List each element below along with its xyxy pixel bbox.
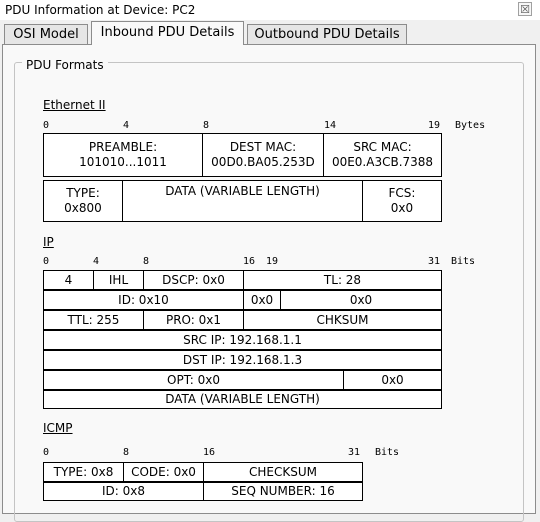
ip-fragment-offset-field: 0x0 <box>280 290 442 310</box>
ip-ihl-field: IHL <box>93 270 144 290</box>
icmp-code-field: CODE: 0x0 <box>123 462 204 482</box>
ip-version-field: 4 <box>43 270 94 290</box>
ip-data-field: DATA (VARIABLE LENGTH) <box>43 390 442 409</box>
tab-osi-model[interactable]: OSI Model <box>4 24 88 45</box>
icmp-ruler-tick-8: 8 <box>123 447 130 458</box>
icmp-type-field: TYPE: 0x8 <box>43 462 124 482</box>
ip-dst-ip-field: DST IP: 192.168.1.3 <box>43 350 442 370</box>
tab-outbound-pdu-details[interactable]: Outbound PDU Details <box>247 24 407 45</box>
ethernet-data-field: DATA (VARIABLE LENGTH) <box>122 180 363 222</box>
icmp-id-field: ID: 0x8 <box>43 482 204 501</box>
icmp-ruler-tick-16: 16 <box>203 447 216 458</box>
ip-id-field: ID: 0x10 <box>43 290 244 310</box>
pdu-formats-label: PDU Formats <box>22 58 108 72</box>
ethernet-dest-mac-field: DEST MAC: 00D0.BA05.253D <box>202 133 324 177</box>
tab-inbound-pdu-details[interactable]: Inbound PDU Details <box>91 21 244 45</box>
ethernet-ruler-tick-0: 0 <box>43 120 50 131</box>
ethernet-type-field: TYPE: 0x800 <box>43 180 123 222</box>
icmp-checksum-field: CHECKSUM <box>203 462 363 482</box>
ip-title: IP <box>43 235 54 249</box>
ip-dscp-field: DSCP: 0x0 <box>143 270 244 290</box>
ethernet-fcs-field: FCS: 0x0 <box>362 180 442 222</box>
ethernet-ruler-tick-4: 4 <box>123 120 130 131</box>
ethernet-title: Ethernet II <box>43 98 106 112</box>
title-bar <box>0 0 540 20</box>
icmp-ruler-tick-0: 0 <box>43 447 50 458</box>
ethernet-ruler-tick-14: 14 <box>324 120 337 131</box>
icmp-seq-number-field: SEQ NUMBER: 16 <box>203 482 363 501</box>
ip-ruler-tick-31: 31 <box>428 256 441 267</box>
icmp-title: ICMP <box>43 421 73 435</box>
ip-ruler-tick-0: 0 <box>43 256 50 267</box>
icmp-ruler-tick-31: 31 <box>348 447 361 458</box>
ip-padding-field: 0x0 <box>343 370 442 390</box>
window-title: PDU Information at Device: PC2 <box>5 3 196 17</box>
ip-checksum-field: CHKSUM <box>243 310 442 330</box>
ethernet-ruler-tick-8: 8 <box>203 120 210 131</box>
ip-options-field: OPT: 0x0 <box>43 370 344 390</box>
ethernet-src-mac-field: SRC MAC: 00E0.A3CB.7388 <box>323 133 442 177</box>
ethernet-ruler-tick-19: 19 <box>428 120 441 131</box>
ip-ruler-tick-8: 8 <box>143 256 150 267</box>
ip-ruler-tick-4: 4 <box>93 256 100 267</box>
ip-ttl-field: TTL: 255 <box>43 310 144 330</box>
ip-tl-field: TL: 28 <box>243 270 442 290</box>
ip-src-ip-field: SRC IP: 192.168.1.1 <box>43 330 442 350</box>
icmp-ruler-unit: Bits <box>375 447 400 458</box>
ip-ruler-tick-16: 16 <box>243 256 256 267</box>
ethernet-preamble-field: PREAMBLE: 101010...1011 <box>43 133 203 177</box>
ip-ruler-tick-19: 19 <box>266 256 279 267</box>
ip-ruler-unit: Bits <box>451 256 476 267</box>
ip-flags-field: 0x0 <box>243 290 281 310</box>
close-icon[interactable]: ☒ <box>518 2 532 16</box>
ip-protocol-field: PRO: 0x1 <box>143 310 244 330</box>
ethernet-ruler-unit: Bytes <box>455 120 486 131</box>
